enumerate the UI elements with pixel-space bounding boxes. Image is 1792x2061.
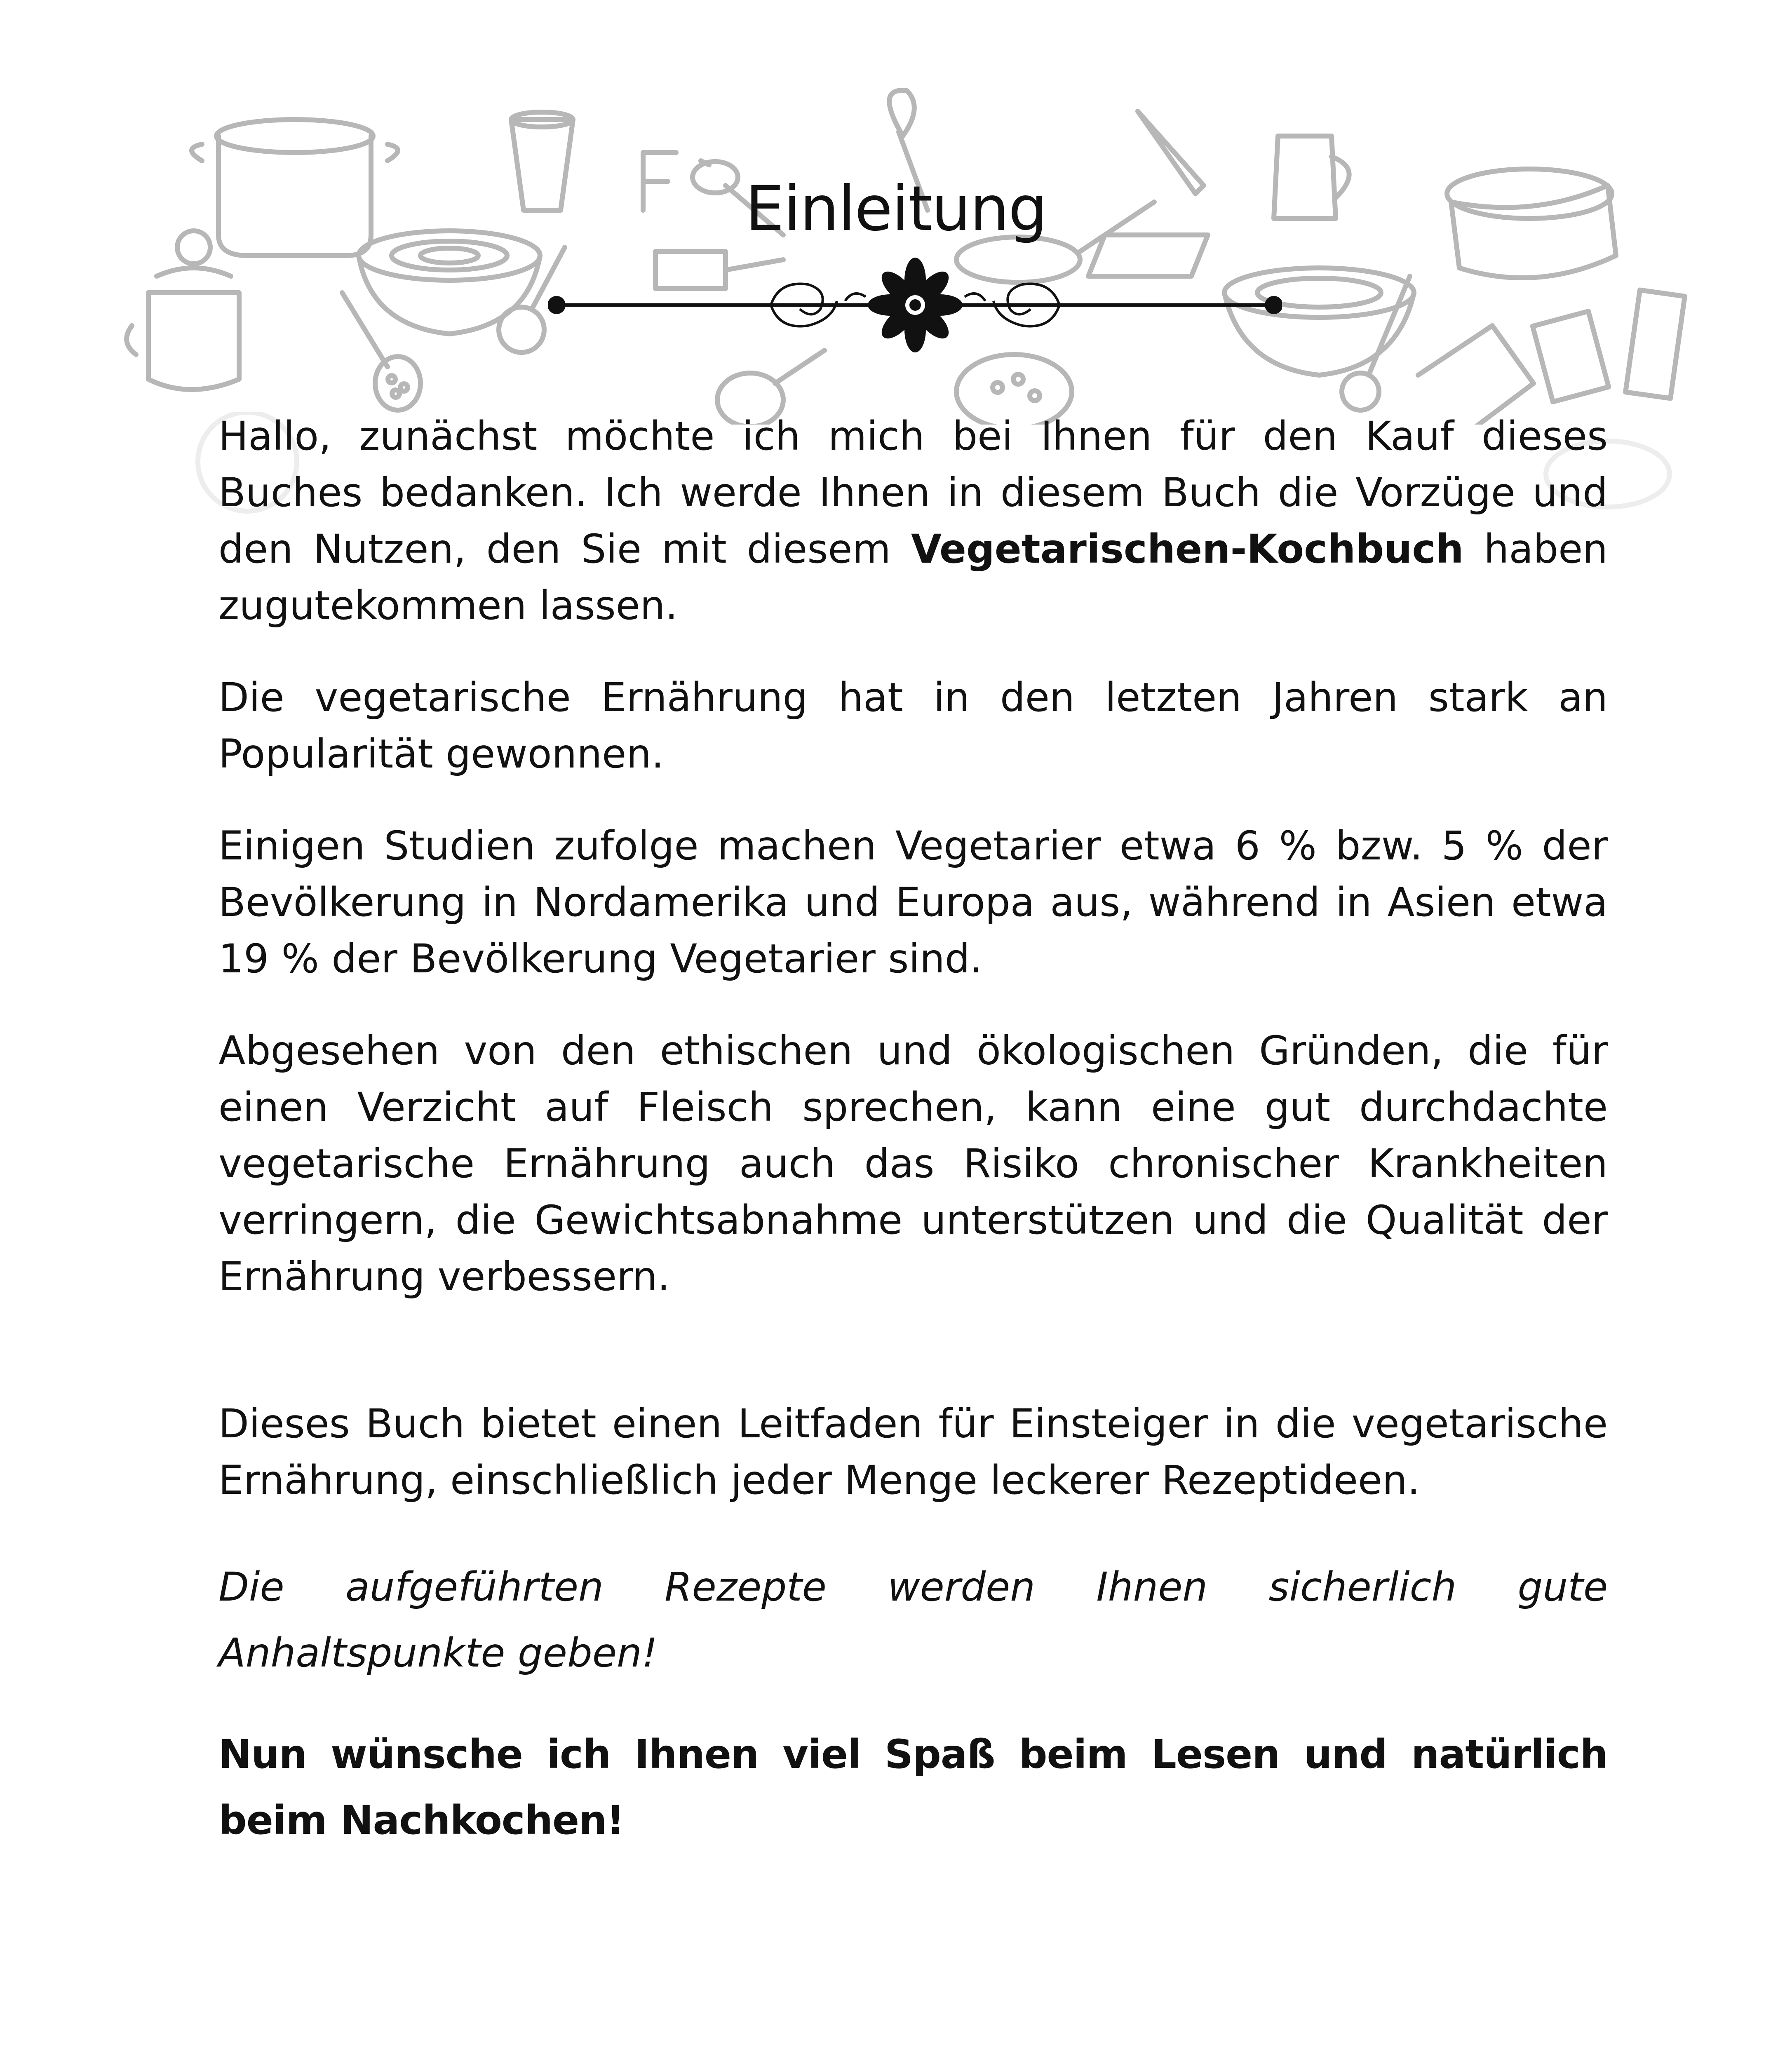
paragraph-thanks [218,408,1608,634]
book-title-emphasis: Vegetarischen-Kochbuch [911,526,1464,572]
kitchen-utensils-illustration-bottom [0,2053,1792,2061]
flower-divider-icon [548,251,1282,359]
paragraph-closing: Nun wünsche ich Ihnen viel Spaß beim Lesen und natürlich beim Nachkochen! [218,1731,1608,1843]
paragraph-thanks-tail: haben zugutekommen lassen. [218,526,1608,629]
paragraph-thanks-text: Hallo, zunächst möchte ich mich bei Ihnen für den Kauf dieses Buches bedanken. Ich werde Ihnen in diesem Buch die Vorzüge und den Nutzen, den Sie mit diesem [218,413,1608,572]
paragraph-recipes-note: Die aufgeführten Rezepte werden Ihnen sicherlich gute Anhaltspunkte geben! [218,1564,1608,1676]
paragraph-popularity: Die vegetarische Ernährung hat in den letzten Jahren stark an Popularität gewonnen. [218,674,1608,777]
paragraph-guide: Dieses Buch bietet einen Leitfaden für Einsteiger in die vegetarische Ernährung, einschließlich jeder Menge leckerer Rezeptideen. [218,1401,1608,1503]
grater-icon [1625,290,1685,399]
page-title: Einleitung [745,173,1047,245]
jar-icon [127,231,239,390]
paragraph-benefits: Abgesehen von den ethischen und ökologischen Gründen, die für einen Verzicht auf Fleisch sprechen, kann eine gut durchdachte vegetarische Ernährung auch das Risiko chronischer Krankheiten verringern, die Gewichtsabnahme unterstützen und die Qualität der Ernährung verbessern. [218,1028,1608,1300]
slotted-spoon-icon [342,293,420,410]
intro-text [218,408,1608,1889]
bowl-icon [359,231,540,334]
kitchen-scale-icon [1533,311,1609,402]
paragraph-studies: Einigen Studien zufolge machen Vegetarier etwa 6 % bzw. 5 % der Bevölkerung in Nordamerika und Europa aus, während in Asien etwa 19 % der Bevölkerung Vegetarier sind. [218,823,1608,982]
